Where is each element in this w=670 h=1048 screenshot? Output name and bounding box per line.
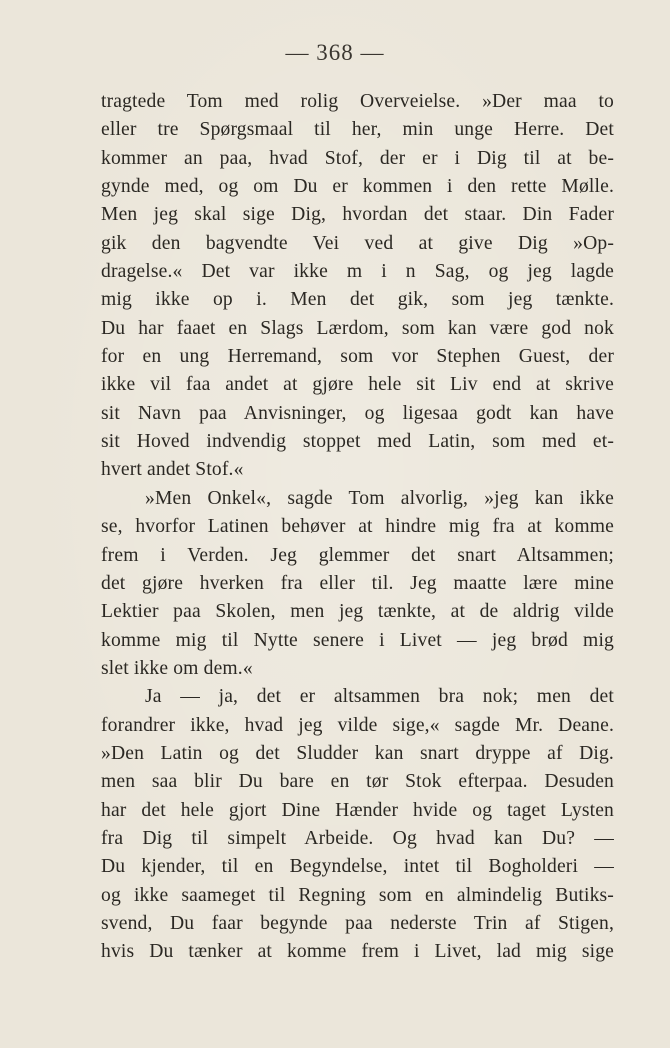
body-text bbox=[101, 88, 614, 967]
text-line: kommer an paa, hvad Stof, der er i Dig til at be- bbox=[101, 147, 614, 169]
page-number: — 368 — bbox=[285, 40, 385, 65]
text-line: og ikke saameget til Regning som en almindelig Butiks- bbox=[101, 884, 614, 906]
text-line: slet ikke om dem.« bbox=[101, 657, 253, 679]
text-line: tragtede Tom med rolig Overveielse. »Der maa to bbox=[101, 91, 614, 112]
text-line: forandrer ikke, hvad jeg vilde sige,« sagde Mr. Deane. bbox=[101, 714, 614, 736]
text-line: sit Navn paa Anvisninger, og ligesaa godt kan have bbox=[101, 402, 614, 424]
text-line: men saa blir Du bare en tør Stok efterpaa. Desuden bbox=[101, 771, 614, 793]
text-line: gik den bagvendte Vei ved at give Dig »Op- bbox=[101, 232, 614, 254]
text-line: frem i Verden. Jeg glemmer det snart Altsammen; bbox=[101, 544, 614, 566]
text-line: mig ikke op i. Men det gik, som jeg tænkte. bbox=[101, 289, 614, 311]
text-line: »Den Latin og det Sludder kan snart dryppe af Dig. bbox=[101, 742, 614, 764]
text-line: Men jeg skal sige Dig, hvordan det staar. Din Fader bbox=[101, 204, 614, 226]
text-line: svend, Du faar begynde paa nederste Trin af Stigen, bbox=[101, 912, 614, 934]
text-line: gynde med, og om Du er kommen i den rette Mølle. bbox=[101, 176, 614, 198]
text-line: ikke vil faa andet at gjøre hele sit Liv end at skrive bbox=[101, 374, 614, 396]
text-line: hvert andet Stof.« bbox=[101, 459, 244, 481]
text-line: det gjøre hverken fra eller til. Jeg maatte lære mine bbox=[101, 572, 614, 594]
text-line: dragelse.« Det var ikke m i n Sag, og jeg lagde bbox=[101, 261, 614, 283]
text-line: for en ung Herremand, som vor Stephen Guest, der bbox=[101, 346, 614, 368]
text-line: har det hele gjort Dine Hænder hvide og taget Lysten bbox=[101, 799, 614, 821]
text-line: komme mig til Nytte senere i Livet — jeg brød mig bbox=[101, 629, 614, 651]
text-line: Du har faaet en Slags Lærdom, som kan være god nok bbox=[101, 317, 614, 339]
text-line: se, hvorfor Latinen behøver at hindre mig fra at komme bbox=[101, 516, 614, 538]
text-line: eller tre Spørgsmaal til her, min unge Herre. Det bbox=[101, 119, 614, 141]
text-line: »Men Onkel«, sagde Tom alvorlig, »jeg kan ikke bbox=[145, 487, 614, 509]
text-line: Ja — ja, det er altsammen bra nok; men det bbox=[145, 686, 614, 708]
text-line: Du kjender, til en Begyndelse, intet til Bogholderi — bbox=[101, 856, 614, 878]
text-line: hvis Du tænker at komme frem i Livet, lad mig sige bbox=[101, 941, 614, 963]
text-line: sit Hoved indvendig stoppet med Latin, som med et- bbox=[101, 431, 614, 453]
text-line: fra Dig til simpelt Arbeide. Og hvad kan Du? — bbox=[101, 827, 614, 849]
text-line: Lektier paa Skolen, men jeg tænkte, at de aldrig vilde bbox=[101, 601, 614, 623]
